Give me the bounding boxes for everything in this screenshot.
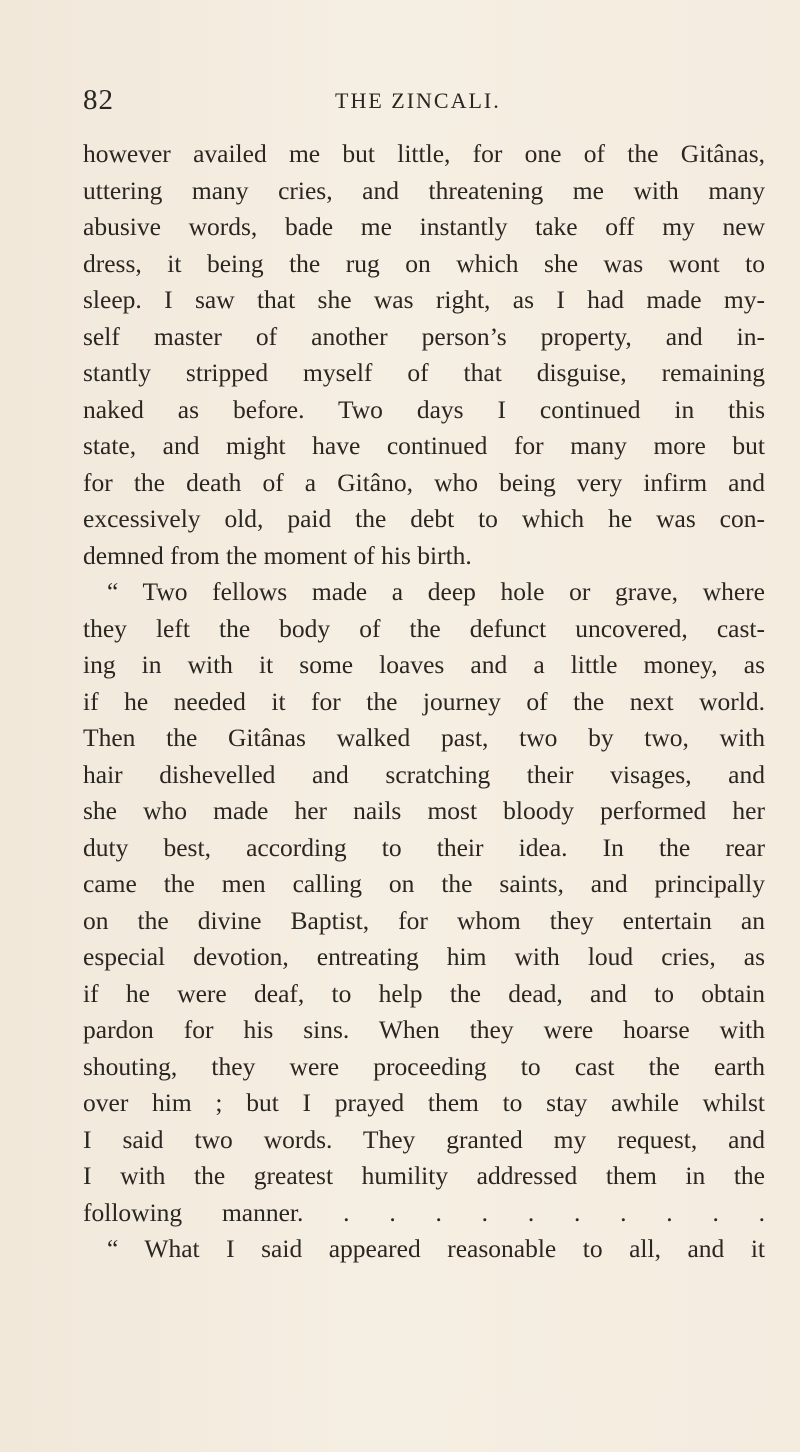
text-line: “ What I said appeared reasonable to all, and it [107, 1234, 765, 1263]
text-line: Then the Gitânas walked past, two by two, with [83, 723, 765, 752]
text-line: “ Two fellows made a deep hole or grave, where [107, 577, 765, 606]
text-line: she who made her nails most bloody performed her [83, 796, 765, 825]
text-line: if he needed it for the journey of the next world. [83, 686, 765, 716]
text-line: demned from the moment of his birth. [83, 540, 472, 570]
text-line: they left the body of the defunct uncovered, cast- [83, 613, 765, 643]
running-head: THE ZINCALI. [335, 88, 501, 113]
text-line: duty best, according to their idea. In the rear [83, 832, 765, 862]
text-line: dress, it being the rug on which she was wont to [83, 248, 765, 278]
page-number: 82 [83, 84, 114, 116]
text-line: ing in with it some loaves and a little money, as [83, 650, 765, 679]
text-line: shouting, they were proceeding to cast the earth [83, 1051, 765, 1081]
text-line: especial devotion, entreating him with loud cries, as [83, 942, 765, 971]
text-line: following manner. . . . . . . . . . . [83, 1197, 765, 1227]
text-line: self master of another person’s property, and in- [83, 321, 765, 351]
text-line: uttering many cries, and threatening me with many [83, 175, 765, 205]
body-text [83, 136, 765, 1268]
text-line: for the death of a Gitâno, who being very infirm and [83, 467, 765, 497]
text-line: I with the greatest humility addressed them in the [83, 1161, 765, 1190]
text-line: pardon for his sins. When they were hoarse with [83, 1015, 765, 1044]
text-line: excessively old, paid the debt to which he was con- [83, 504, 765, 533]
text-line: hair dishevelled and scratching their visages, and [83, 759, 765, 789]
text-line: stantly stripped myself of that disguise, remaining [83, 358, 765, 387]
text-line: over him ; but I prayed them to stay awhile whilst [83, 1088, 765, 1117]
text-line: on the divine Baptist, for whom they entertain an [83, 905, 765, 935]
text-line: however availed me but little, for one of the Gitânas, [83, 139, 765, 168]
text-line: state, and might have continued for many more but [83, 431, 765, 460]
page-header [83, 80, 763, 120]
text-line: I said two words. They granted my request, and [83, 1124, 765, 1154]
text-line: sleep. I saw that she was right, as I had made my- [83, 285, 765, 314]
text-line: if he were deaf, to help the dead, and to obtain [83, 978, 765, 1008]
text-line: abusive words, bade me instantly take off my new [83, 212, 765, 241]
text-line: naked as before. Two days I continued in this [83, 394, 765, 424]
text-line: came the men calling on the saints, and principally [83, 869, 765, 898]
